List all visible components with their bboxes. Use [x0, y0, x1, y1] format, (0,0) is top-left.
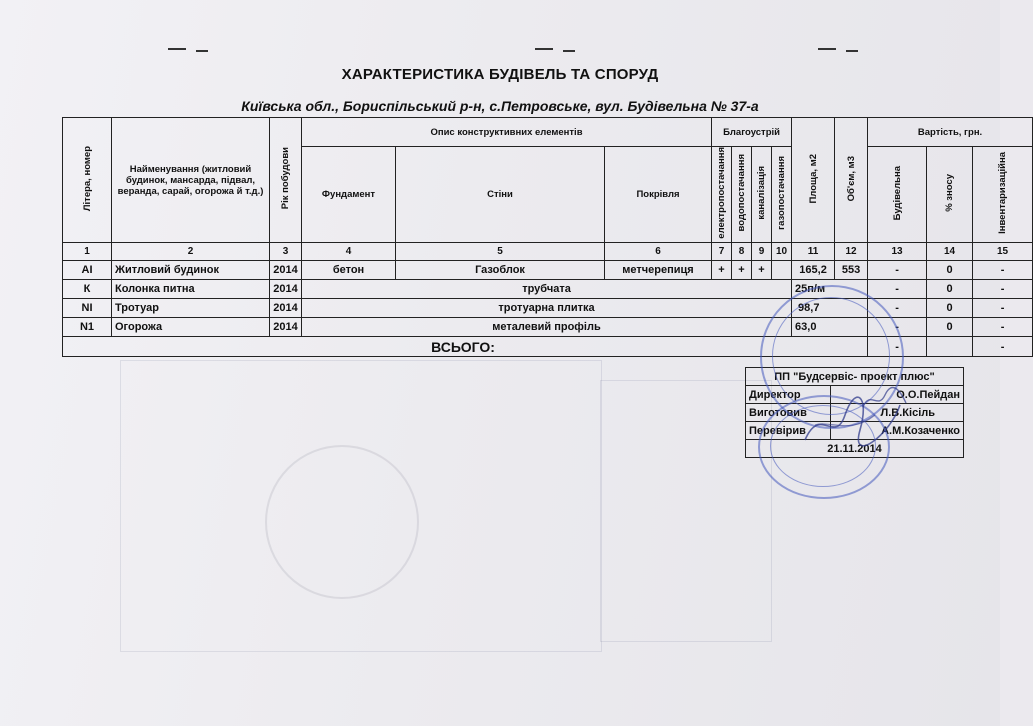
table-row: [63, 261, 1033, 280]
cell-year: 2014: [270, 280, 302, 299]
punch-mark: [535, 48, 553, 50]
cell-sewer: +: [752, 261, 772, 280]
header-inventory: Інвентаризаційна: [973, 147, 1033, 243]
total-inventory: -: [973, 337, 1033, 357]
cell-name: Тротуар: [112, 299, 270, 318]
cell-year: 2014: [270, 261, 302, 280]
cell-wear: 0: [927, 261, 973, 280]
total-building-cost: -: [868, 337, 927, 357]
cell-description: трубчата: [302, 280, 792, 299]
column-number: 2: [112, 243, 270, 261]
cell-inventory: -: [973, 261, 1033, 280]
column-number: 15: [973, 243, 1033, 261]
header-wear: % зносу: [927, 147, 973, 243]
cell-building-cost: -: [868, 261, 927, 280]
made-by-role: Виготовив: [746, 404, 831, 422]
header-building-cost: Будівельна: [868, 147, 927, 243]
cell-building-cost: -: [868, 299, 927, 318]
cell-litera: NІ: [63, 299, 112, 318]
cell-roof: метчерепиця: [605, 261, 712, 280]
cell-building-cost: -: [868, 280, 927, 299]
column-number: 11: [792, 243, 835, 261]
punch-mark: [846, 50, 858, 52]
bleed-through-stamp: [265, 445, 419, 599]
table-row: [63, 280, 1033, 299]
header-water: водопостачання: [732, 147, 752, 243]
column-number: 5: [396, 243, 605, 261]
column-number: 13: [868, 243, 927, 261]
director-signature-scribble: [860, 385, 910, 415]
cell-year: 2014: [270, 318, 302, 337]
column-index-row: [63, 243, 1033, 261]
header-electro: електропостачання: [712, 147, 732, 243]
cell-litera: N1: [63, 318, 112, 337]
checked-by-name: А.М.Козаченко: [831, 422, 964, 440]
header-foundation: Фундамент: [302, 147, 396, 243]
header-area: Площа, м2: [792, 118, 835, 243]
column-number: 6: [605, 243, 712, 261]
total-label: ВСЬОГО:: [63, 337, 868, 357]
cell-gas: [772, 261, 792, 280]
header-opys: Опис конструктивних елементів: [302, 118, 712, 147]
cell-year: 2014: [270, 299, 302, 318]
cell-inventory: -: [973, 318, 1033, 337]
cell-wear: 0: [927, 280, 973, 299]
punch-mark: [168, 48, 186, 50]
header-roof: Покрівля: [605, 147, 712, 243]
cell-wear: 0: [927, 318, 973, 337]
cell-walls: Газоблок: [396, 261, 605, 280]
signature-date: 21.11.2014: [746, 440, 964, 458]
cell-electro: +: [712, 261, 732, 280]
director-name: О.О.Пейдан: [831, 386, 964, 404]
cell-water: +: [732, 261, 752, 280]
cell-name: Колонка питна: [112, 280, 270, 299]
cell-foundation: бетон: [302, 261, 396, 280]
header-blagoustriy: Благоустрій: [712, 118, 792, 147]
column-number: 1: [63, 243, 112, 261]
header-volume: Об'єм, м3: [835, 118, 868, 243]
cell-area: 63,0: [792, 318, 868, 337]
header-walls: Стіни: [396, 147, 605, 243]
cell-inventory: -: [973, 299, 1033, 318]
header-name: Найменування (житловий будинок, мансарда, підвал, веранда, сарай, огорожа й т.д.): [112, 118, 270, 243]
header-sewer: каналізація: [752, 147, 772, 243]
director-role: Директор: [746, 386, 831, 404]
property-address: Київська обл., Бориспільський р-н, с.Петровське, вул. Будівельна № 37-а: [241, 98, 759, 114]
column-number: 7: [712, 243, 732, 261]
cell-description: тротуарна плитка: [302, 299, 792, 318]
header-gas: газопостачання: [772, 147, 792, 243]
column-number: 4: [302, 243, 396, 261]
column-number: 8: [732, 243, 752, 261]
column-number: 14: [927, 243, 973, 261]
cell-building-cost: -: [868, 318, 927, 337]
cell-wear: 0: [927, 299, 973, 318]
header-litera: Літера, номер: [63, 118, 112, 243]
document-title: ХАРАКТЕРИСТИКА БУДІВЕЛЬ ТА СПОРУД: [341, 66, 659, 83]
header-cost: Вартість, грн.: [868, 118, 1033, 147]
total-wear: [927, 337, 973, 357]
cell-area: 165,2: [792, 261, 835, 280]
cell-description: металевий профіль: [302, 318, 792, 337]
cell-area: 98,7: [792, 299, 868, 318]
cell-volume: 553: [835, 261, 868, 280]
punch-mark: [196, 50, 208, 52]
cell-inventory: -: [973, 280, 1033, 299]
cell-name: Житловий будинок: [112, 261, 270, 280]
punch-mark: [818, 48, 836, 50]
header-year: Рік побудови: [270, 118, 302, 243]
checked-by-role: Перевірив: [746, 422, 831, 440]
column-number: 12: [835, 243, 868, 261]
company-name: ПП "Будсервіс- проект плюс": [746, 368, 964, 386]
cell-litera: К: [63, 280, 112, 299]
column-number: 9: [752, 243, 772, 261]
made-by-name: Л.В.Кісіль: [831, 404, 964, 422]
cell-litera: АІ: [63, 261, 112, 280]
column-number: 10: [772, 243, 792, 261]
punch-mark: [563, 50, 575, 52]
column-number: 3: [270, 243, 302, 261]
cell-name: Огорожа: [112, 318, 270, 337]
cell-area: 25п/м: [792, 280, 868, 299]
